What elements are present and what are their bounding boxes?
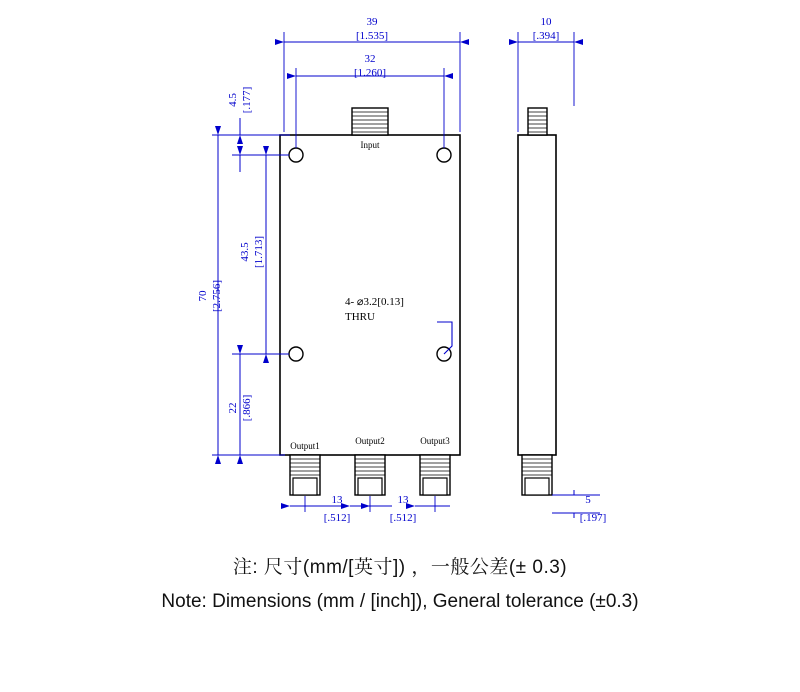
note-english: Note: Dimensions (mm / [inch]), General tolerance (±0.3) <box>161 591 639 612</box>
label-output3: Output3 <box>420 436 450 446</box>
side-output-connector <box>522 455 552 495</box>
output-connector-2 <box>355 455 385 495</box>
notes-block <box>0 552 800 613</box>
label-output1: Output1 <box>290 441 320 451</box>
dim-output-spacing-2-mm: 13 <box>397 494 409 506</box>
dim-bottom-hole-to-edge-inch: [.866] <box>241 394 253 422</box>
front-view-body <box>280 135 460 455</box>
dim-output-spacing-2-inch: [.512] <box>389 512 417 524</box>
dim-hole-vertical-span-inch: [1.713] <box>253 235 265 269</box>
dim-output-spacing-1-inch: [.512] <box>323 512 351 524</box>
dim-output-spacing-1 <box>290 496 370 512</box>
hole-callout-line1: 4- ⌀3.2[0.13] <box>345 296 404 308</box>
dim-side-bottom-connector-inch: [.197] <box>579 512 607 524</box>
dim-top-edge-to-first-hole-inch: [.177] <box>241 86 253 114</box>
output-connector-1 <box>290 455 320 495</box>
dim-front-hole-span-width-inch: [1.260] <box>353 67 387 79</box>
dim-top-edge-to-first-hole-mm: 4.5 <box>227 93 239 107</box>
dim-front-overall-height-mm: 70 <box>197 290 209 302</box>
dim-side-body-width-inch: [.394] <box>532 30 560 42</box>
dim-output-spacing-1-mm: 13 <box>331 494 343 506</box>
output-connector-3 <box>420 455 450 495</box>
dim-front-overall-width-inch: [1.535] <box>355 30 389 42</box>
dim-front-overall-width-mm: 39 <box>366 16 378 28</box>
input-connector <box>352 108 388 135</box>
side-view-body <box>518 135 556 455</box>
side-input-connector <box>528 108 547 135</box>
label-output2: Output2 <box>355 436 385 446</box>
note-chinese: 注: 尺寸(mm/[英寸]) ，一般公差(± 0.3) <box>232 557 568 578</box>
dim-output-spacing-2 <box>370 496 450 512</box>
dim-side-body-width-mm: 10 <box>540 16 552 28</box>
dim-front-hole-span-width-mm: 32 <box>364 53 376 65</box>
hole-callout-line2: THRU <box>345 311 375 323</box>
label-input: Input <box>360 140 380 150</box>
dim-front-overall-height-inch: [2.756] <box>211 279 223 313</box>
dim-bottom-hole-to-edge-mm: 22 <box>227 402 239 414</box>
dim-hole-vertical-span-mm: 43.5 <box>239 242 251 262</box>
dim-side-bottom-connector-mm: 5 <box>585 494 591 506</box>
